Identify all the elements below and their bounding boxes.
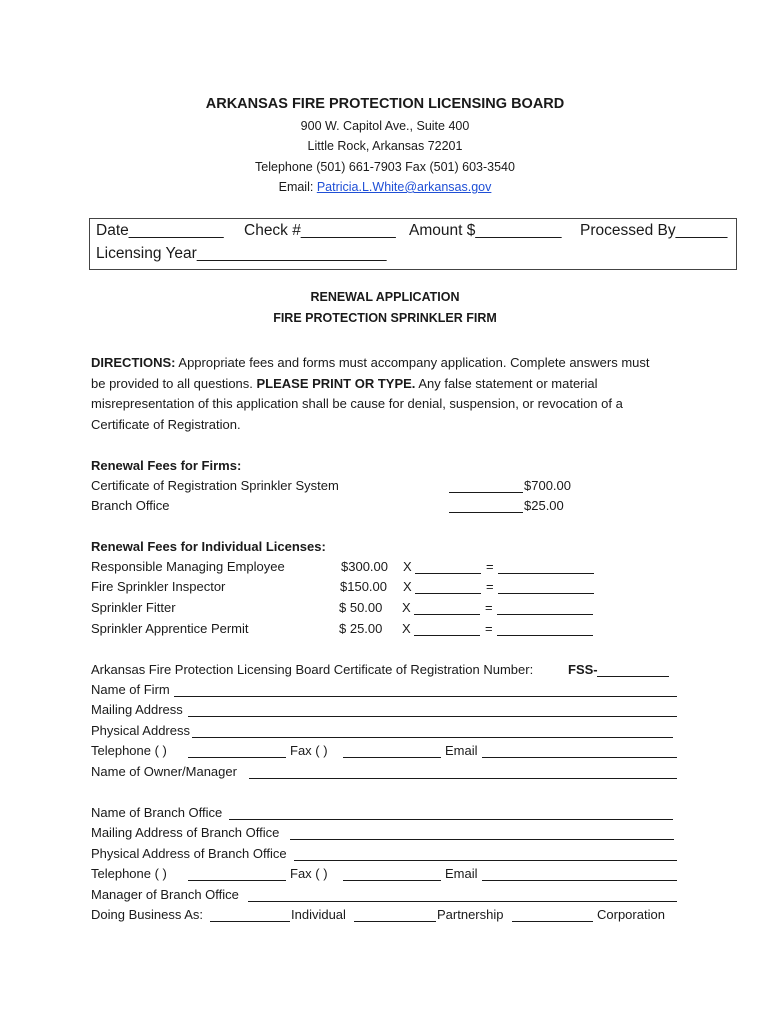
indiv-fee-total-apprentice[interactable] bbox=[497, 635, 593, 636]
board-title: ARKANSAS FIRE PROTECTION LICENSING BOARD bbox=[205, 96, 565, 112]
indiv-fee-label-fitter: Sprinkler Fitter bbox=[91, 600, 176, 615]
board-address-line1: 900 W. Capitol Ave., Suite 400 bbox=[300, 119, 470, 133]
board-email-line bbox=[0, 180, 770, 194]
firm-fee-label-branch: Branch Office bbox=[91, 498, 170, 513]
directions-line4: Certificate of Registration. bbox=[91, 417, 241, 432]
office-processed-field[interactable]: Processed By______ bbox=[580, 222, 728, 239]
dba-individual-input[interactable] bbox=[210, 921, 290, 922]
indiv-fee-label-inspector: Fire Sprinkler Inspector bbox=[91, 579, 226, 594]
branch-email-input[interactable] bbox=[482, 880, 677, 881]
firm-physical-label: Physical Address bbox=[91, 723, 190, 738]
firm-fax-input[interactable] bbox=[343, 757, 441, 758]
branch-physical-label: Physical Address of Branch Office bbox=[91, 846, 287, 861]
dba-partnership-label: Partnership bbox=[437, 907, 504, 922]
firm-fee-label-cert: Certificate of Registration Sprinkler System bbox=[91, 478, 339, 493]
firm-owner-label: Name of Owner/Manager bbox=[91, 764, 237, 779]
indiv-fee-x-fitter: X bbox=[402, 600, 411, 615]
branch-manager-input[interactable] bbox=[248, 901, 677, 902]
email-label: Email: bbox=[278, 180, 317, 194]
indiv-fee-qty-rme[interactable] bbox=[415, 573, 481, 574]
firm-mailing-label: Mailing Address bbox=[91, 702, 183, 717]
firm-name-label: Name of Firm bbox=[91, 682, 170, 697]
directions-text2a: be provided to all questions. bbox=[91, 376, 257, 391]
branch-manager-label: Manager of Branch Office bbox=[91, 887, 239, 902]
indiv-fee-x-apprentice: X bbox=[402, 621, 411, 636]
firm-fee-amount-cert: $700.00 bbox=[524, 478, 571, 493]
office-date-field[interactable]: Date___________ bbox=[96, 222, 224, 239]
indiv-fee-qty-inspector[interactable] bbox=[415, 593, 481, 594]
dba-partnership-input[interactable] bbox=[354, 921, 436, 922]
firm-name-input[interactable] bbox=[174, 696, 677, 697]
office-licensing-year-field[interactable]: Licensing Year______________________ bbox=[96, 245, 387, 262]
dba-individual-label: Individual bbox=[291, 907, 346, 922]
branch-fax-label: Fax ( ) bbox=[290, 866, 328, 881]
branch-fax-input[interactable] bbox=[343, 880, 441, 881]
cert-number-label: Arkansas Fire Protection Licensing Board Certificate of Registration Number: bbox=[91, 662, 534, 677]
branch-physical-input[interactable] bbox=[294, 860, 677, 861]
indiv-fee-eq-inspector: = bbox=[486, 579, 494, 594]
indiv-fee-total-inspector[interactable] bbox=[498, 593, 594, 594]
indiv-fee-amount-rme: $300.00 bbox=[341, 559, 388, 574]
indiv-fee-amount-inspector: $150.00 bbox=[340, 579, 387, 594]
branch-mailing-label: Mailing Address of Branch Office bbox=[91, 825, 280, 840]
firm-mailing-input[interactable] bbox=[188, 716, 677, 717]
indiv-fee-amount-apprentice: $ 25.00 bbox=[339, 621, 383, 636]
indiv-fee-eq-fitter: = bbox=[485, 600, 493, 615]
dba-corporation-input[interactable] bbox=[512, 921, 593, 922]
form-title-line1: RENEWAL APPLICATION bbox=[310, 290, 460, 304]
indiv-fee-x-rme: X bbox=[403, 559, 412, 574]
firm-email-label: Email bbox=[445, 743, 478, 758]
branch-telephone-label: Telephone ( ) bbox=[91, 866, 167, 881]
firm-fees-heading: Renewal Fees for Firms: bbox=[91, 458, 242, 473]
branch-telephone-input[interactable] bbox=[188, 880, 286, 881]
board-phone-fax: Telephone (501) 661-7903 Fax (501) 603-3540 bbox=[255, 160, 515, 174]
office-check-field[interactable]: Check #___________ bbox=[244, 222, 396, 239]
indiv-fee-eq-apprentice: = bbox=[485, 621, 493, 636]
cert-number-prefix: FSS- bbox=[568, 662, 598, 677]
firm-owner-input[interactable] bbox=[249, 778, 677, 779]
directions-line3: misrepresentation of this application shall be cause for denial, suspension, or revocation of a bbox=[91, 396, 623, 411]
directions-line2 bbox=[91, 374, 598, 395]
individual-fees-heading: Renewal Fees for Individual Licenses: bbox=[91, 539, 326, 554]
directions-print-notice: PLEASE PRINT OR TYPE. bbox=[256, 376, 416, 391]
dba-corporation-label: Corporation bbox=[597, 907, 665, 922]
branch-email-label: Email bbox=[445, 866, 478, 881]
board-address-line2: Little Rock, Arkansas 72201 bbox=[307, 139, 463, 153]
directions-label: DIRECTIONS: bbox=[91, 355, 176, 370]
cert-number-input[interactable] bbox=[597, 676, 669, 677]
indiv-fee-label-apprentice: Sprinkler Apprentice Permit bbox=[91, 621, 249, 636]
firm-fee-input-cert[interactable] bbox=[449, 492, 523, 493]
firm-telephone-label: Telephone ( ) bbox=[91, 743, 167, 758]
firm-fee-amount-branch: $25.00 bbox=[524, 498, 564, 513]
indiv-fee-qty-apprentice[interactable] bbox=[414, 635, 480, 636]
directions-text1: Appropriate fees and forms must accompany application. Complete answers must bbox=[175, 355, 650, 370]
branch-mailing-input[interactable] bbox=[290, 839, 674, 840]
firm-fee-input-branch[interactable] bbox=[449, 512, 523, 513]
dba-label: Doing Business As: bbox=[91, 907, 204, 922]
form-title-line2: FIRE PROTECTION SPRINKLER FIRM bbox=[273, 311, 497, 325]
indiv-fee-total-fitter[interactable] bbox=[497, 614, 593, 615]
directions-line1 bbox=[91, 353, 650, 374]
branch-name-input[interactable] bbox=[229, 819, 673, 820]
indiv-fee-total-rme[interactable] bbox=[498, 573, 594, 574]
directions-text2c: Any false statement or material bbox=[415, 376, 598, 391]
indiv-fee-eq-rme: = bbox=[486, 559, 494, 574]
indiv-fee-x-inspector: X bbox=[403, 579, 412, 594]
indiv-fee-qty-fitter[interactable] bbox=[414, 614, 480, 615]
firm-email-input[interactable] bbox=[482, 757, 677, 758]
office-amount-field[interactable]: Amount $__________ bbox=[409, 222, 562, 239]
firm-fax-label: Fax ( ) bbox=[290, 743, 328, 758]
indiv-fee-amount-fitter: $ 50.00 bbox=[339, 600, 383, 615]
branch-name-label: Name of Branch Office bbox=[91, 805, 223, 820]
firm-telephone-input[interactable] bbox=[188, 757, 286, 758]
indiv-fee-label-rme: Responsible Managing Employee bbox=[91, 559, 285, 574]
firm-physical-input[interactable] bbox=[192, 737, 673, 738]
email-link[interactable]: Patricia.L.White@arkansas.gov bbox=[316, 180, 492, 194]
